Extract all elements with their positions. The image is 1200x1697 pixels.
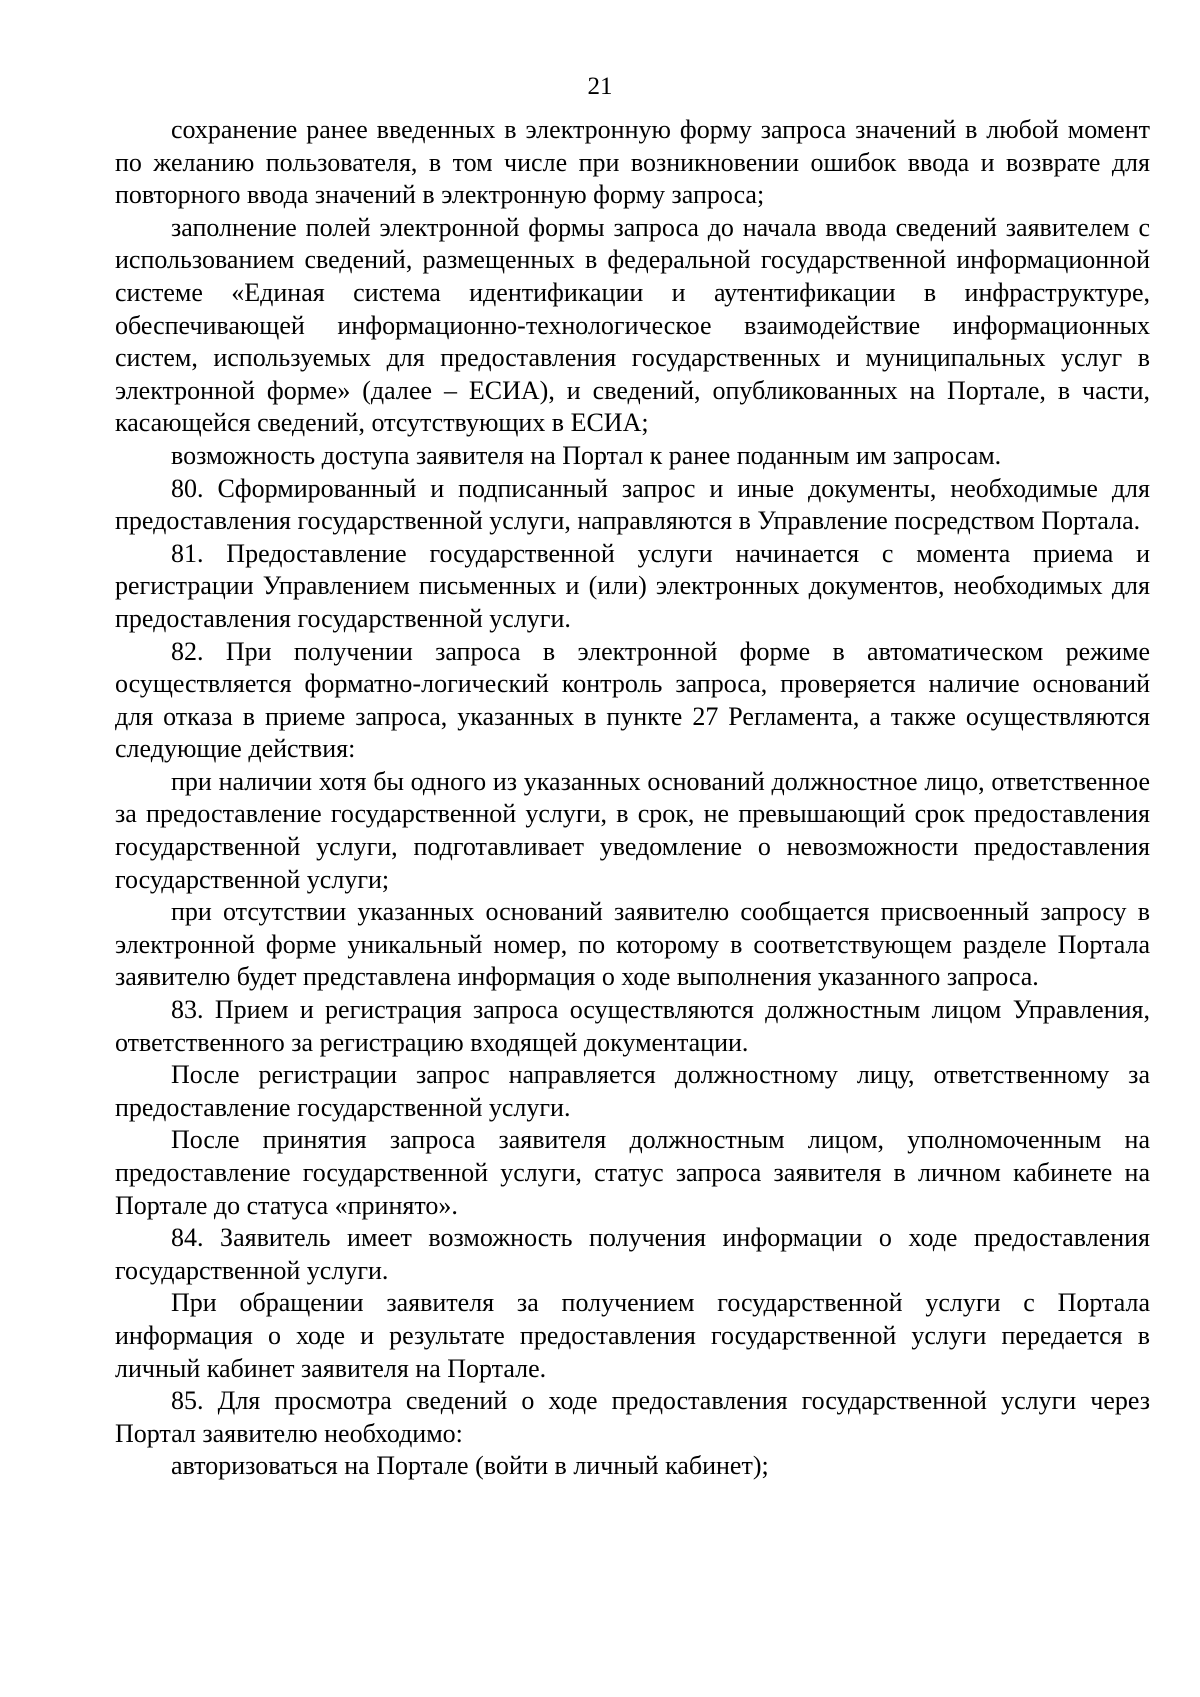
paragraph-after-acceptance: После принятия запроса заявителя должностным лицом, уполномоченным на предоставление государственной услуги, статус запроса заявителя в личном кабинете на Портале до статуса «принято». [115, 1125, 1150, 1220]
document-body [115, 114, 1150, 1483]
paragraph-access-previous-requests: возможность доступа заявителя на Портал к ранее поданным им запросам. [171, 440, 1002, 470]
paragraph-grounds-absent: при отсутствии указанных оснований заявителю сообщается присвоенный запросу в электронной форме уникальный номер, по которому в соответствующем разделе Портала заявителю будет представлена информация о ходе выполнения указанного запроса. [115, 897, 1150, 992]
paragraph-clause-81: 81. Предоставление государственной услуги начинается с момента приема и регистрации Управлением письменных и (или) электронных документов, необходимых для предоставления государственной услуги. [115, 538, 1150, 633]
paragraph-portal-status-info: При обращении заявителя за получением государственной услуги с Портала информация о ходе и результате предоставления государственной услуги передается в личный кабинет заявителя на Портале. [115, 1288, 1150, 1383]
paragraph-clause-80: 80. Сформированный и подписанный запрос и иные документы, необходимые для предоставления государственной услуги, направляются в Управление посредством Портала. [115, 473, 1150, 536]
paragraph-clause-82: 82. При получении запроса в электронной форме в автоматическом режиме осуществляется форматно-логический контроль запроса, проверяется наличие оснований для отказа в приеме запроса, указанных в пункте 27 Регламента, а также осуществляются следующие действия: [115, 636, 1150, 764]
page-number: 21 [587, 73, 613, 100]
paragraph-after-registration: После регистрации запрос направляется должностному лицу, ответственному за предоставление государственной услуги. [115, 1060, 1150, 1122]
paragraph-grounds-present: при наличии хотя бы одного из указанных оснований должностное лицо, ответственное за предоставление государственной услуги, в срок, не превышающий срок предоставления государственной услуги, подготавливает уведомление о невозможности предоставления государственной услуги; [115, 766, 1150, 894]
paragraph-authorize-on-portal: авторизоваться на Портале (войти в личный кабинет); [171, 1451, 769, 1481]
paragraph-prefill-from-esia: заполнение полей электронной формы запроса до начала ввода сведений заявителем с использованием сведений, размещенных в федеральной государственной информационной системе «Единая система идентификации и аутентификации в инфраструктуре, обеспечивающей информационно-технологическое взаимодействие информационных систем, используемых для предоставления государственных и муниципальных услуг в электронной форме» (далее – ЕСИА), и сведений, опубликованных на Портале, в части, касающейся сведений, отсутствующих в ЕСИА; [115, 212, 1150, 438]
paragraph-clause-84: 84. Заявитель имеет возможность получения информации о ходе предоставления государственной услуги. [115, 1223, 1150, 1285]
paragraph-autosave-form-values: сохранение ранее введенных в электронную форму запроса значений в любой момент по желанию пользователя, в том числе при возникновении ошибок ввода и возврате для повторного ввода значений в электронную форму запроса; [115, 115, 1150, 210]
paragraph-clause-83: 83. Прием и регистрация запроса осуществляются должностным лицом Управления, ответственного за регистрацию входящей документации. [115, 995, 1150, 1057]
paragraph-clause-85: 85. Для просмотра сведений о ходе предоставления государственной услуги через Портал заявителю необходимо: [115, 1386, 1150, 1448]
